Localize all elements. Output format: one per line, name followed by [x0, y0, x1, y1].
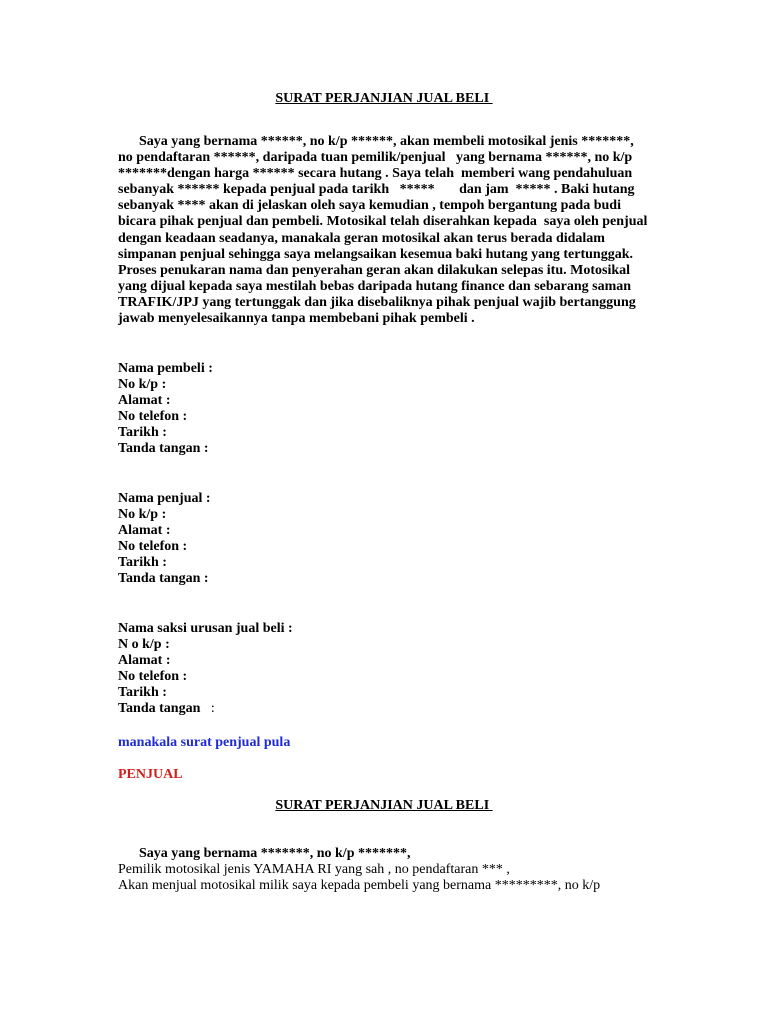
witness-address-label: Alamat :: [118, 653, 171, 669]
seller-address-label: Alamat :: [118, 523, 171, 539]
seller-date-label: Tarikh :: [118, 555, 167, 571]
paragraph-line: no pendaftaran ******, daripada tuan pemilik/penjual yang bernama ******, no k/p: [118, 150, 633, 166]
buyer-phone-label: No telefon :: [118, 409, 188, 425]
paragraph-line: bicara pihak penjual dan pembeli. Motosikal telah diserahkan kepada saya oleh penjual: [118, 214, 648, 230]
witness-ic-label: N o k/p :: [118, 637, 170, 653]
paragraph-line: Saya yang bernama *******, no k/p *******,: [118, 846, 411, 861]
paragraph-line: *******dengan harga ****** secara hutang . Saya telah memberi wang pendahuluan: [118, 166, 633, 182]
paragraph-line: yang dijual kepada saya mestilah bebas daripada hutang finance dan sebarang saman: [118, 278, 632, 294]
witness-name-label: Nama saksi urusan jual beli :: [118, 621, 293, 636]
paragraph-line: jawab menyelesaikannya tanpa membebani pihak pembeli .: [118, 311, 475, 327]
witness-date-label: Tarikh :: [118, 685, 167, 701]
buyer-date-label: Tarikh :: [118, 425, 167, 441]
buyer-signature-label: Tanda tangan :: [118, 441, 209, 457]
witness-signature-text: Tanda tangan: [118, 701, 201, 717]
paragraph-line: Pemilik motosikal jenis YAMAHA RI yang sah , no pendaftaran *** ,: [118, 862, 510, 878]
seller-phone-label: No telefon :: [118, 539, 188, 555]
paragraph-line: Saya yang bernama ******, no k/p ******, akan membeli motosikal jenis *******,: [118, 134, 634, 149]
paragraph-line: sebanyak ****** kepada penjual pada tarikh ***** dan jam ***** . Baki hutang: [118, 182, 635, 198]
paragraph-line: Akan menjual motosikal milik saya kepada pembeli yang bernama *********, no k/p: [118, 878, 601, 894]
buyer-address-label: Alamat :: [118, 393, 171, 409]
buyer-details: [118, 361, 213, 458]
witness-details: [118, 621, 293, 718]
paragraph-line: simpanan penjual sehingga saya melangsaikan kesemua baki hutang yang tertunggak.: [118, 246, 634, 262]
paragraph-line: dengan keadaan seadanya, manakala geran motosikal akan terus berada didalam: [118, 230, 605, 246]
paragraph-line: sebanyak **** akan di jelaskan oleh saya kemudian , tempoh bergantung pada budi: [118, 198, 621, 214]
seller-ic-label: No k/p :: [118, 507, 167, 523]
buyer-ic-label: No k/p :: [118, 377, 167, 393]
second-document-title: SURAT PERJANJIAN JUAL BELI: [275, 798, 493, 813]
paragraph-line: Proses penukaran nama dan penyerahan geran akan dilakukan selepas itu. Motosikal: [118, 262, 631, 278]
document-title: SURAT PERJANJIAN JUAL BELI: [275, 91, 493, 106]
seller-details: [118, 491, 211, 588]
witness-phone-label: No telefon :: [118, 669, 188, 685]
agreement-paragraph: [118, 134, 678, 327]
seller-agreement-paragraph: [118, 846, 600, 894]
witness-signature-colon: :: [200, 701, 215, 717]
seller-heading: PENJUAL: [118, 767, 183, 782]
witness-signature-label: [118, 701, 293, 717]
buyer-name-label: Nama pembeli :: [118, 361, 213, 376]
seller-letter-note: manakala surat penjual pula: [118, 735, 291, 750]
seller-name-label: Nama penjual :: [118, 491, 211, 506]
paragraph-line: TRAFIK/JPJ yang tertunggak dan jika disebaliknya pihak penjual wajib bertanggung: [118, 294, 636, 310]
seller-signature-label: Tanda tangan :: [118, 571, 209, 587]
